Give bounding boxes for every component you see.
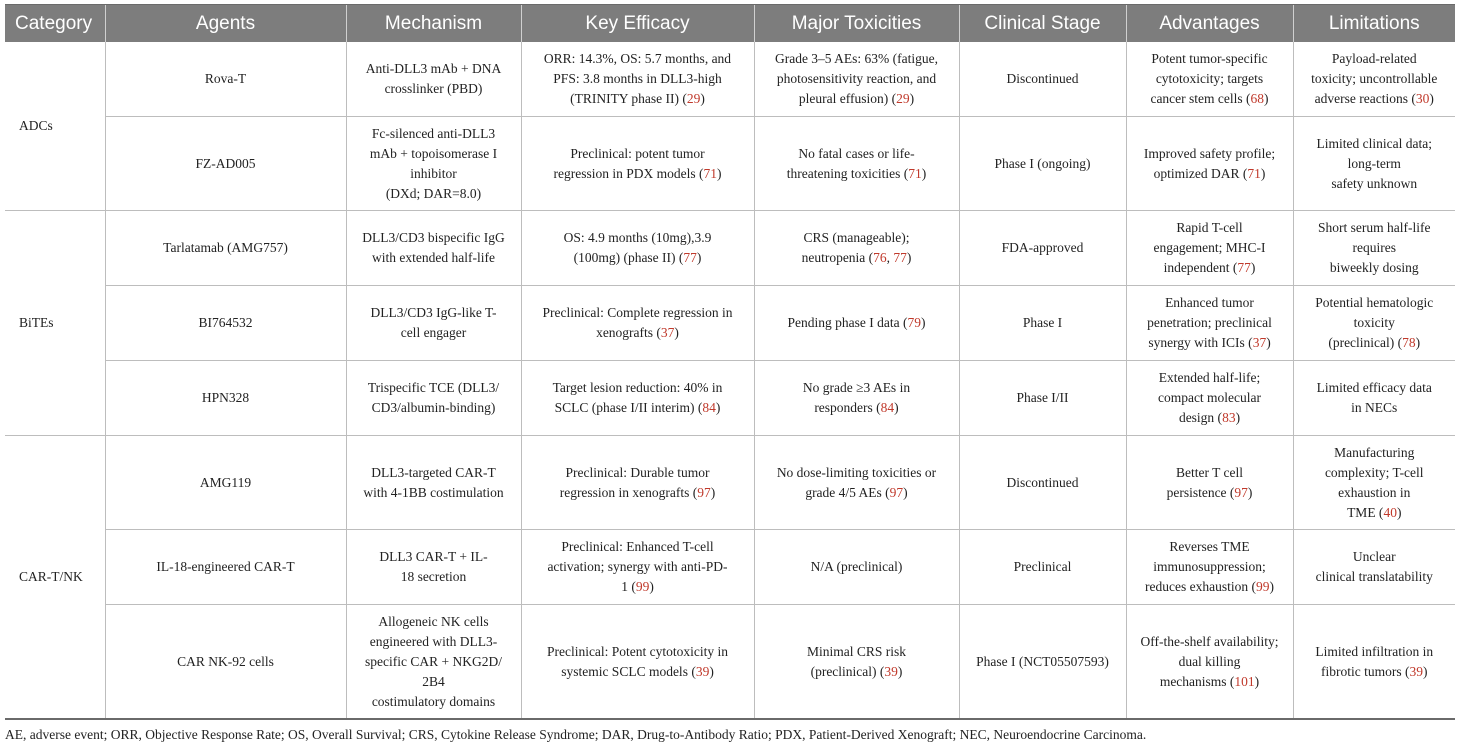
- cell-text: Potent tumor-specific: [1151, 51, 1268, 66]
- cell-text: (DXd; DAR=8.0): [385, 185, 482, 201]
- reference-link[interactable]: 77: [683, 250, 697, 265]
- table-row: [5, 117, 1455, 211]
- reference-link[interactable]: 83: [1222, 410, 1236, 425]
- table-row: [5, 605, 1455, 720]
- reference-link[interactable]: 78: [1402, 335, 1416, 350]
- major-toxicities-cell: [754, 361, 959, 436]
- key-efficacy-cell: [521, 361, 754, 436]
- cell-text: toxicity; uncontrollable: [1311, 71, 1438, 86]
- cell-text: CRS (manageable);: [803, 230, 910, 245]
- cell-text: synergy with ICIs (: [1148, 335, 1253, 350]
- cell-text: adverse reactions (: [1314, 91, 1416, 106]
- reference-link[interactable]: 77: [893, 250, 907, 265]
- cell-text: ): [1254, 673, 1260, 689]
- cell-text: Potential hematologic: [1315, 295, 1434, 310]
- agent-cell: FZ-AD005: [105, 117, 346, 211]
- advantages-cell: [1126, 361, 1293, 436]
- comparison-table-container: [5, 5, 1455, 720]
- cell-text: Reverses TME: [1169, 539, 1250, 554]
- cell-text: Enhanced tumor: [1165, 295, 1254, 310]
- reference-link[interactable]: 39: [884, 663, 898, 679]
- cell-text: photosensitivity reaction, and: [776, 71, 937, 86]
- cell-text: specific CAR + NKG2D/: [365, 653, 502, 669]
- header-clinical-stage: Clinical Stage: [959, 5, 1126, 42]
- cell-text: Grade 3–5 AEs: 63% (fatigue,: [774, 51, 939, 66]
- limitations-cell: [1293, 605, 1455, 720]
- cell-text: 18 secretion: [400, 569, 467, 584]
- reference-link[interactable]: 37: [660, 325, 675, 340]
- cell-text: cell engager: [400, 325, 467, 340]
- header-key-efficacy: Key Efficacy: [521, 5, 754, 42]
- cell-text: ): [897, 663, 903, 679]
- cell-text: inhibitor: [410, 165, 457, 181]
- reference-link[interactable]: 99: [635, 579, 650, 594]
- cell-text: ): [1250, 260, 1256, 275]
- cell-text: Extended half-life;: [1158, 370, 1261, 385]
- cell-text: ): [1429, 91, 1434, 106]
- cell-text: exhaustion in: [1338, 484, 1411, 500]
- major-toxicities-cell: [754, 117, 959, 211]
- table-row: [5, 436, 1455, 530]
- cell-text: biweekly dosing: [1329, 260, 1419, 275]
- cell-text: grade 4/5 AEs (: [805, 484, 890, 500]
- cell-text: ): [716, 165, 722, 181]
- cell-text: ): [903, 484, 908, 500]
- mechanism-cell: [346, 436, 521, 530]
- agent-cell: BI764532: [105, 286, 346, 361]
- table-row: [5, 211, 1455, 286]
- advantages-cell: [1126, 211, 1293, 286]
- header-agents: Agents: [105, 5, 346, 42]
- clinical-stage-cell: Preclinical: [959, 530, 1126, 605]
- cell-text: Better T cell: [1176, 464, 1243, 480]
- cell-text: persistence (: [1166, 484, 1235, 500]
- advantages-cell: [1126, 436, 1293, 530]
- cell-text: design (: [1178, 410, 1223, 425]
- cell-text: Preclinical: Enhanced T-cell: [561, 539, 714, 554]
- cell-text: safety unknown: [1331, 175, 1418, 191]
- key-efficacy-cell: [521, 286, 754, 361]
- advantages-cell: [1126, 42, 1293, 117]
- reference-link[interactable]: 29: [896, 91, 910, 106]
- agent-cell: IL-18-engineered CAR-T: [105, 530, 346, 605]
- cell-text: activation; synergy with anti-PD-: [547, 559, 728, 574]
- cell-text: DLL3 CAR-T + IL-: [379, 549, 488, 564]
- category-cell: CAR-T/NK: [5, 436, 105, 720]
- cell-text: requires: [1352, 240, 1396, 255]
- mechanism-cell: [346, 42, 521, 117]
- clinical-stage-cell: Phase I (NCT05507593): [959, 605, 1126, 720]
- cell-text: No fatal cases or life-: [798, 145, 915, 161]
- reference-link[interactable]: 97: [889, 484, 904, 500]
- cell-text: long-term: [1347, 155, 1401, 171]
- table-row: [5, 42, 1455, 117]
- reference-link[interactable]: 39: [695, 663, 710, 679]
- reference-link[interactable]: 30: [1415, 91, 1430, 106]
- dll3-therapies-table: [5, 5, 1455, 720]
- mechanism-cell: [346, 286, 521, 361]
- reference-link[interactable]: 84: [702, 400, 716, 415]
- cell-text: ): [1266, 335, 1271, 350]
- cell-text: engineered with DLL3-: [369, 633, 498, 649]
- clinical-stage-cell: Phase I: [959, 286, 1126, 361]
- cell-text: Limited efficacy data: [1316, 380, 1432, 395]
- cell-text: ): [674, 325, 679, 340]
- cell-text: Preclinical: Potent cytotoxicity in: [546, 643, 729, 659]
- cell-text: cytotoxicity; targets: [1155, 71, 1264, 86]
- mechanism-cell: [346, 211, 521, 286]
- cell-text: No dose-limiting toxicities or: [776, 464, 937, 480]
- cell-text: with 4-1BB costimulation: [363, 484, 504, 500]
- header-mechanism: Mechanism: [346, 5, 521, 42]
- header-limitations: Limitations: [1293, 5, 1455, 42]
- agent-cell: HPN328: [105, 361, 346, 436]
- cell-text: responders (: [814, 400, 881, 415]
- cell-text: fibrotic tumors (: [1321, 663, 1410, 679]
- cell-text: ): [696, 250, 702, 265]
- cell-text: cancer stem cells (: [1150, 91, 1251, 106]
- agent-cell: Rova-T: [105, 42, 346, 117]
- limitations-cell: [1293, 286, 1455, 361]
- reference-link[interactable]: 77: [1237, 260, 1251, 275]
- cell-text: SCLC (phase I/II interim) (: [554, 400, 703, 415]
- cell-text: ): [1422, 663, 1428, 679]
- cell-text: Allogeneic NK cells: [378, 613, 489, 629]
- key-efficacy-cell: [521, 211, 754, 286]
- key-efficacy-cell: [521, 605, 754, 720]
- cell-text: ): [1235, 410, 1241, 425]
- cell-text: Short serum half-life: [1318, 220, 1431, 235]
- category-cell: BiTEs: [5, 211, 105, 436]
- limitations-cell: [1293, 117, 1455, 211]
- cell-text: with extended half-life: [372, 250, 495, 265]
- cell-text: immunosuppression;: [1153, 559, 1266, 574]
- cell-text: ): [1269, 579, 1274, 594]
- agent-cell: AMG119: [105, 436, 346, 530]
- key-efficacy-cell: [521, 117, 754, 211]
- cell-text: Preclinical: Complete regression in: [542, 305, 733, 320]
- key-efficacy-cell: [521, 530, 754, 605]
- cell-text: systemic SCLC models (: [561, 663, 696, 679]
- cell-text: ): [906, 250, 912, 265]
- table-footnote: AE, adverse event; ORR, Objective Response Rate; OS, Overall Survival; CRS, Cytokine Release Syndrome; DAR, Drug-to-Antibody Ratio; PDX, Patient-Derived Xenograft; NEC, Neuroendocrine Carcinoma.: [5, 727, 1147, 742]
- reference-link[interactable]: 101: [1234, 673, 1255, 689]
- cell-text: ): [1415, 335, 1421, 350]
- limitations-cell: [1293, 530, 1455, 605]
- cell-text: mAb + topoisomerase I: [369, 145, 498, 161]
- cell-text: (100mg) (phase II) (: [573, 250, 684, 265]
- category-cell: ADCs: [5, 42, 105, 211]
- table-row: [5, 361, 1455, 436]
- mechanism-cell: [346, 530, 521, 605]
- cell-text: xenografts (: [596, 325, 661, 340]
- major-toxicities-cell: [754, 436, 959, 530]
- cell-text: in NECs: [1351, 400, 1398, 415]
- cell-text: mechanisms (: [1159, 673, 1235, 689]
- cell-text: crosslinker (PBD): [384, 81, 483, 96]
- clinical-stage-cell: Discontinued: [959, 436, 1126, 530]
- cell-text: ): [700, 91, 705, 106]
- limitations-cell: [1293, 361, 1455, 436]
- cell-text: DLL3-targeted CAR-T: [371, 464, 496, 480]
- reference-link[interactable]: 71: [1247, 165, 1261, 181]
- cell-text: CD3/albumin-binding): [371, 400, 496, 415]
- cell-text: (preclinical) (: [1328, 335, 1403, 350]
- cell-text: ): [1247, 484, 1253, 500]
- key-efficacy-cell: [521, 436, 754, 530]
- cell-text: Fc-silenced anti-DLL3: [371, 125, 496, 141]
- cell-text: reduces exhaustion (: [1145, 579, 1256, 594]
- mechanism-cell: [346, 117, 521, 211]
- cell-text: ): [1260, 165, 1266, 181]
- clinical-stage-cell: Phase I/II: [959, 361, 1126, 436]
- major-toxicities-cell: [754, 286, 959, 361]
- cell-text: optimized DAR (: [1153, 165, 1248, 181]
- table-row: [5, 286, 1455, 361]
- header-major-toxicities: Major Toxicities: [754, 5, 959, 42]
- advantages-cell: [1126, 530, 1293, 605]
- cell-text: DLL3/CD3 IgG-like T-: [370, 305, 497, 320]
- major-toxicities-cell: [754, 211, 959, 286]
- cell-text: TME (: [1347, 504, 1384, 520]
- clinical-stage-cell: FDA-approved: [959, 211, 1126, 286]
- advantages-cell: [1126, 117, 1293, 211]
- cell-text: N/A (preclinical): [810, 559, 903, 574]
- cell-text: engagement; MHC-I: [1153, 240, 1266, 255]
- limitations-cell: [1293, 42, 1455, 117]
- cell-text: Preclinical: Durable tumor: [565, 464, 710, 480]
- cell-text: Payload-related: [1331, 51, 1417, 66]
- major-toxicities-cell: [754, 605, 959, 720]
- reference-link[interactable]: 37: [1252, 335, 1267, 350]
- cell-text: regression in xenografts (: [559, 484, 698, 500]
- cell-text: 2B4: [422, 673, 445, 689]
- cell-text: compact molecular: [1157, 390, 1262, 405]
- reference-link[interactable]: 39: [1409, 663, 1423, 679]
- agent-cell: Tarlatamab (AMG757): [105, 211, 346, 286]
- advantages-cell: [1126, 286, 1293, 361]
- reference-link[interactable]: 97: [697, 484, 711, 500]
- reference-link[interactable]: 79: [907, 315, 921, 330]
- limitations-cell: [1293, 436, 1455, 530]
- cell-text: 1 (: [621, 579, 636, 594]
- cell-text: ): [909, 91, 915, 106]
- cell-text: ): [1264, 91, 1269, 106]
- major-toxicities-cell: [754, 530, 959, 605]
- cell-text: penetration; preclinical: [1147, 315, 1272, 330]
- agent-cell: CAR NK-92 cells: [105, 605, 346, 720]
- reference-link[interactable]: 84: [880, 400, 895, 415]
- cell-text: dual killing: [1178, 653, 1241, 669]
- cell-text: Off-the-shelf availability;: [1140, 633, 1279, 649]
- cell-text: regression in PDX models (: [553, 165, 704, 181]
- cell-text: ): [715, 400, 721, 415]
- mechanism-cell: [346, 605, 521, 720]
- cell-text: costimulatory domains: [371, 693, 496, 709]
- cell-text: PFS: 3.8 months in DLL3-high: [553, 71, 722, 86]
- cell-text: (TRINITY phase II) (: [570, 91, 687, 106]
- cell-text: Minimal CRS risk: [806, 643, 906, 659]
- clinical-stage-cell: Phase I (ongoing): [959, 117, 1126, 211]
- cell-text: (preclinical) (: [810, 663, 885, 679]
- reference-link[interactable]: 99: [1255, 579, 1270, 594]
- cell-text: Anti-DLL3 mAb + DNA: [365, 61, 502, 76]
- reference-link[interactable]: 29: [686, 91, 701, 106]
- cell-text: toxicity: [1353, 315, 1395, 330]
- cell-text: ,: [886, 250, 894, 265]
- key-efficacy-cell: [521, 42, 754, 117]
- cell-text: ): [709, 663, 714, 679]
- cell-text: Manufacturing: [1334, 444, 1415, 460]
- cell-text: ): [710, 484, 716, 500]
- cell-text: Limited infiltration in: [1315, 643, 1434, 659]
- cell-text: Preclinical: potent tumor: [570, 145, 705, 161]
- cell-text: DLL3/CD3 bispecific IgG: [362, 230, 505, 245]
- header-row: [5, 5, 1455, 42]
- cell-text: ): [921, 165, 927, 181]
- reference-link[interactable]: 76: [873, 250, 887, 265]
- reference-link[interactable]: 97: [1234, 484, 1248, 500]
- cell-text: ): [649, 579, 654, 594]
- header-category: Category: [5, 5, 105, 42]
- cell-text: Improved safety profile;: [1143, 145, 1276, 161]
- header-advantages: Advantages: [1126, 5, 1293, 42]
- cell-text: independent (: [1163, 260, 1238, 275]
- table-row: [5, 530, 1455, 605]
- cell-text: neutropenia (: [801, 250, 874, 265]
- cell-text: Pending phase I data (: [787, 315, 908, 330]
- advantages-cell: [1126, 605, 1293, 720]
- cell-text: OS: 4.9 months (10mg),3.9: [563, 230, 712, 245]
- cell-text: complexity; T-cell: [1324, 464, 1424, 480]
- cell-text: ORR: 14.3%, OS: 5.7 months, and: [543, 51, 732, 66]
- cell-text: Rapid T-cell: [1176, 220, 1243, 235]
- reference-link[interactable]: 71: [908, 165, 922, 181]
- cell-text: Target lesion reduction: 40% in: [552, 380, 723, 395]
- reference-link[interactable]: 71: [703, 165, 717, 181]
- clinical-stage-cell: Discontinued: [959, 42, 1126, 117]
- reference-link[interactable]: 40: [1383, 504, 1397, 520]
- limitations-cell: [1293, 211, 1455, 286]
- cell-text: threatening toxicities (: [786, 165, 909, 181]
- cell-text: clinical translatability: [1315, 569, 1433, 584]
- cell-text: Unclear: [1352, 549, 1396, 564]
- cell-text: pleural effusion) (: [798, 91, 897, 106]
- cell-text: ): [894, 400, 899, 415]
- cell-text: No grade ≥3 AEs in: [802, 380, 911, 395]
- cell-text: ): [1396, 504, 1402, 520]
- mechanism-cell: [346, 361, 521, 436]
- cell-text: ): [920, 315, 926, 330]
- reference-link[interactable]: 68: [1250, 91, 1265, 106]
- cell-text: Limited clinical data;: [1316, 135, 1432, 151]
- cell-text: Trispecific TCE (DLL3/: [367, 380, 500, 395]
- major-toxicities-cell: [754, 42, 959, 117]
